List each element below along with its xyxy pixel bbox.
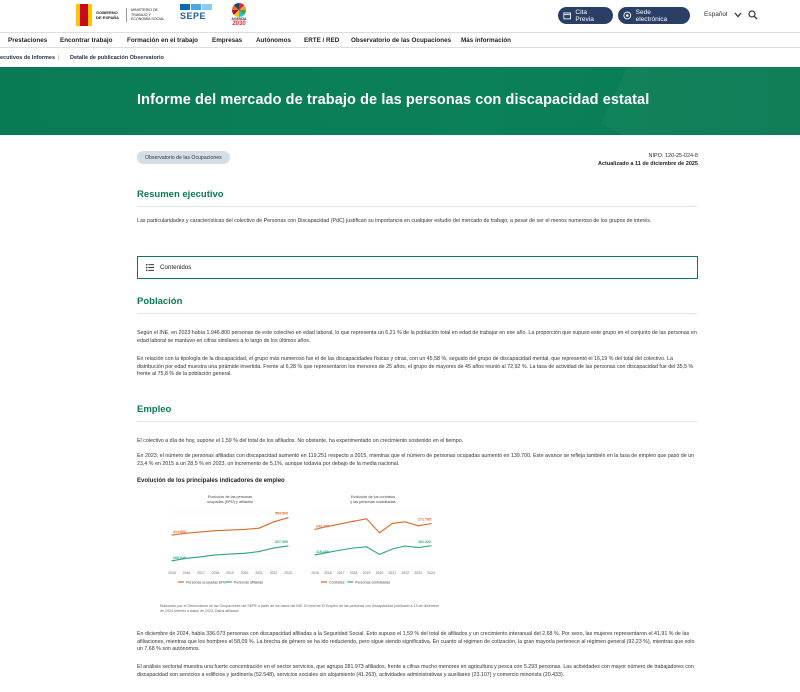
x-tick-label: 2021 (255, 571, 263, 575)
data-point (379, 532, 380, 533)
data-point (340, 523, 341, 524)
data-point (287, 545, 288, 546)
data-point (171, 560, 172, 561)
sepe-wordmark: SEPE (180, 11, 207, 21)
data-label: 414.800 (173, 530, 186, 535)
data-point (392, 548, 393, 549)
nav-item-encontrar-trabajo[interactable]: Encontrar trabajo (60, 37, 113, 44)
nipo-code: NIPO: 120-25-024-8 (648, 153, 698, 159)
data-point (287, 517, 288, 518)
agenda-label: AGENDA (231, 17, 247, 21)
data-point (366, 546, 367, 547)
data-point (229, 529, 230, 530)
data-label: 161.222 (418, 539, 431, 544)
poblacion-paragraph-1: Según el INE, en 2023 había 1.946.800 personas de este colectivo en edad laboral, lo que representa un 6,21 % de la población total en edad de trabajar en ese año. La proporción que supuso este grupo en el conjunto de las personas en edad laboral se mantuvo en cifras similares a lo largo de los últimos años. (137, 330, 697, 344)
data-point (186, 558, 187, 559)
data-point (366, 518, 367, 519)
empleo-paragraph-2: En 2023, el número de personas afiliadas con discapacidad aumentó en 119.251 respecto a 2015, mientras que el número de personas ocupadas aumentó en 139.700. Este avance se refleja también en la tasa de empleo que pasó de un 23,4 % en 2015 a un 28,5 % en 2023, un incremento de 5,1%, aunque todavía por debajo de la media nacional. (137, 453, 695, 467)
x-tick-label: 2024 (427, 571, 435, 575)
chart-footnote: Elaborado por el Observatorio de las Ocupaciones del SEPE a partir de los datos del INE. El Informe El Empleo de las personas con discapacidad publicado a 13 de diciembre de 2024 referido a datos de 2023. Datos afiliados (160, 604, 440, 613)
data-point (418, 525, 419, 526)
data-label: 243.207 (316, 524, 329, 529)
nav-item-observatorio[interactable]: Observatorio de las Ocupaciones (351, 37, 452, 44)
data-point (353, 521, 354, 522)
chart-ocupados-afiliados (160, 492, 300, 597)
x-tick-label: 2020 (240, 571, 249, 575)
data-point (215, 530, 216, 531)
chart-contratos-svg (303, 492, 443, 592)
category-tag[interactable]: Observatorio de las Ocupaciones (137, 151, 230, 164)
government-text: GOBIERNO DE ESPAÑA (96, 10, 120, 20)
data-point (244, 529, 245, 530)
search-icon[interactable] (748, 10, 758, 20)
nav-item-empresas[interactable]: Empresas (212, 37, 243, 44)
x-tick-label: 2016 (182, 571, 191, 575)
hero-banner (0, 67, 800, 135)
chart-heading: Evolución de los principales indicadores de empleo (137, 478, 285, 484)
data-label: 115.400 (316, 549, 329, 554)
breadcrumb-item-informes[interactable]: ecutivos de Informes (0, 55, 56, 61)
data-point (430, 545, 431, 546)
contents-toggle[interactable] (137, 256, 698, 279)
x-tick-label: 2019 (362, 571, 371, 575)
x-tick-label: 2022 (401, 571, 409, 575)
data-point (273, 547, 274, 548)
ministry-text: MINISTERIO DE TRABAJO Y ECONOMÍA SOCIAL (126, 8, 166, 22)
legend-label: Contratos (329, 580, 345, 585)
data-point (171, 534, 172, 535)
data-point (430, 523, 431, 524)
data-label: 271.785 (418, 517, 431, 522)
data-point (258, 528, 259, 529)
language-label: Español (704, 11, 728, 18)
data-point (215, 554, 216, 555)
nav-item-erte-red[interactable]: ERTE / RED (304, 37, 340, 44)
section-title-empleo: Empleo (137, 404, 697, 415)
sede-electronica-button[interactable] (618, 7, 690, 24)
resumen-text: Las particularidades y características del colectivo de Personas con Discapacidad (PdC) justifican su importancia en cualquier estudio del mercado de trabajo, a pesar de ser el menos numeroso de los grupos de interés. (137, 218, 652, 224)
breadcrumb-item-current: Detalle de publicación Observatorio (70, 55, 164, 61)
sepe-logo[interactable] (180, 4, 226, 26)
nav-item-autonomos[interactable]: Autónomos (256, 37, 291, 44)
chart-title-line: Evolución de las personas (207, 495, 253, 499)
chart-title-line: Evolución de los contratos (350, 495, 396, 499)
data-point (353, 547, 354, 548)
data-point (405, 545, 406, 546)
chart-title-line: ocupadas (EPD) y afiliados (207, 500, 253, 504)
breadcrumb-separator: | (58, 55, 60, 61)
cita-previa-button[interactable] (558, 7, 613, 24)
nav-item-prestaciones[interactable]: Prestaciones (8, 37, 48, 44)
legend-label: Personas afiliadas (233, 580, 264, 585)
data-point (200, 531, 201, 532)
list-icon (146, 264, 154, 271)
poblacion-paragraph-2: En relación con la tipología de la discapacidad, el grupo más numeroso fue el de las discapacidades físicas y otras, con un 45,58 %, seguido del grupo de discapacidad mental, que representó el 16,19 % del total del colectivo. La distribución por edad muestra una pirámide invertida. Frente al 6,28 % que representaron los menores de 25 años, el grupo de mayores de 45 años reunió al 72,92 %. La tasa de actividad de las personas con discapacidad fue del 35,5 % frente al 75,8 % de la población general. (137, 356, 694, 378)
language-selector[interactable] (704, 11, 742, 18)
chart-contratos (303, 492, 443, 597)
updated-date: Actualizado a 11 de diciembre de 2025 (598, 161, 698, 167)
breadcrumb (0, 50, 800, 66)
series-line-0 (172, 518, 288, 535)
x-tick-label: 2016 (168, 571, 176, 575)
x-tick-label: 2015 (311, 571, 319, 575)
main-navigation (0, 32, 800, 48)
data-label: 327.300 (275, 539, 288, 544)
data-point (258, 551, 259, 552)
government-logo[interactable] (76, 2, 176, 28)
sede-icon (623, 11, 632, 20)
x-tick-label: 2018 (349, 571, 358, 575)
calendar-icon (563, 11, 571, 20)
x-tick-label: 2021 (388, 571, 397, 575)
data-point (186, 533, 187, 534)
empleo-paragraph-4: El análisis sectorial muestra una fuerte concentración en el sector servicios, que agrupa 281.973 afiliados, frente a cifras mucho menores en agricultura y pesca con 5.293 personas. Las actividades con mayor número de trabajadores con discapacidad son servicios a edificios y jardinería (52.548), servicios sociales sin alojamiento (41.263), actividades administrativas y auxiliares (23.107) y comercio minorista (20.433). (137, 664, 694, 678)
cita-previa-label: Cita Previa (575, 8, 594, 23)
x-tick-label: 2016 (324, 571, 332, 575)
data-point (392, 523, 393, 524)
chart-ocupados-afiliados-svg (160, 492, 300, 592)
x-tick-label: 2017 (337, 571, 345, 575)
data-point (200, 556, 201, 557)
nav-item-formacion[interactable]: Formación en el trabajo (127, 37, 199, 44)
data-label: 208.049 (173, 555, 186, 560)
legend-label: Personas ocupadas EPD (186, 580, 227, 585)
x-tick-label: 2019 (226, 571, 234, 575)
agenda-year: 2030 (232, 21, 246, 27)
sepe-bars-icon (180, 4, 226, 10)
x-tick-label: 2023 (414, 571, 422, 575)
chart-title-line: y las personas contratadas (350, 500, 396, 504)
page-title: Informe del mercado de trabajo de las personas con discapacidad estatal (137, 92, 650, 108)
sede-electronica-label: Sede electrónica (635, 8, 668, 23)
data-point (340, 549, 341, 550)
chevron-down-icon (734, 12, 742, 18)
data-point (244, 553, 245, 554)
contents-label: Contenidos (160, 264, 192, 271)
data-point (314, 529, 315, 530)
data-point (418, 547, 419, 548)
data-point (314, 554, 315, 555)
x-tick-label: 2022 (269, 571, 278, 575)
series-line-1 (172, 546, 288, 561)
series-line-1 (315, 546, 431, 555)
coat-of-arms-icon (76, 4, 92, 26)
top-header (0, 0, 800, 32)
legend-label: Personas contratadas (355, 580, 391, 585)
section-title-resumen: Resumen ejecutivo (137, 189, 697, 200)
x-tick-label: 2023 (284, 571, 292, 575)
data-point (273, 521, 274, 522)
x-tick-label: 2018 (211, 571, 220, 575)
empleo-paragraph-3: En diciembre de 2024, había 336.073 personas con discapacidad afiliadas a la Seguridad Social. Esto supuso el 1,59 % del total de afiliados y un crecimiento interanual del 2,68 %. Por sexo, las mujeres representaron el 41,91 % de las afiliaciones, mientras que los hombres el 58,09 %. La brecha de género se ha ido reduciendo, pero sigue siendo significativa. En cuanto al régimen de cotización, la gran mayoría pertenece al régimen general (92,23 %), mientras que solo un 7,68 % son autónomos. (137, 631, 695, 653)
data-label: 554.500 (275, 511, 288, 516)
x-tick-label: 2017 (197, 571, 205, 575)
data-point (379, 554, 380, 555)
section-title-poblacion: Población (137, 296, 697, 307)
empleo-paragraph-1: El colectivo a día de hoy, supone el 1,59 % del total de los afiliados. No obstante, ha experimentado un crecimiento sostenido en el tiempo. (137, 438, 464, 444)
agenda-2030-logo[interactable] (228, 3, 250, 29)
sdg-wheel-icon (232, 3, 246, 17)
data-point (405, 521, 406, 522)
data-point (229, 553, 230, 554)
nav-item-mas-informacion[interactable]: Más información (461, 37, 512, 44)
series-line-0 (315, 519, 431, 533)
x-tick-label: 2020 (375, 571, 384, 575)
